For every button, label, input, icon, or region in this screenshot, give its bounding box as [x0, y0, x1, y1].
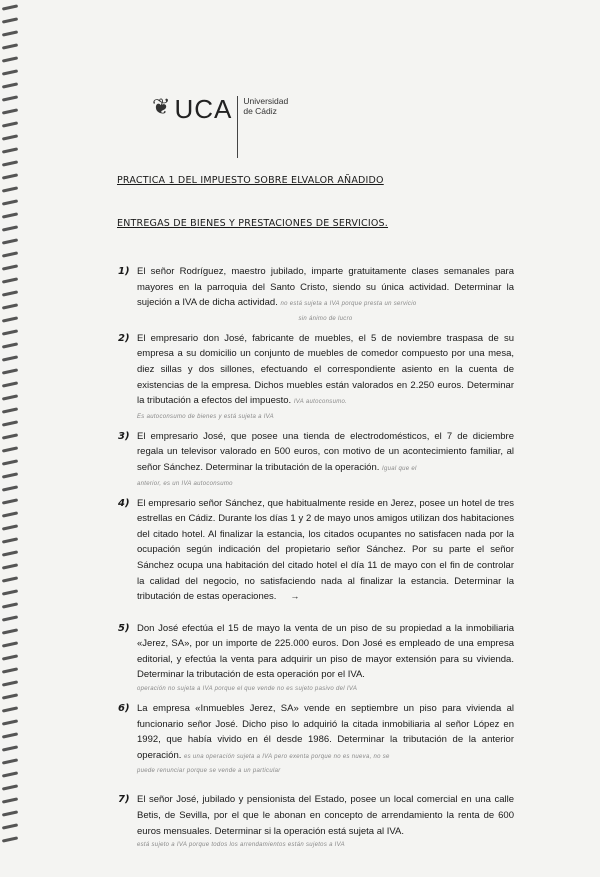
- spiral-ring: [2, 758, 18, 764]
- exercise-5: [118, 621, 514, 694]
- handwritten-note: IVA autoconsumo.: [293, 399, 348, 406]
- spiral-ring: [2, 121, 18, 127]
- exercise-text: El señor José, jubilado y pensionista del Estado, posee un local comercial en una calle Betis, de Sevilla, por el que le abonan en concepto de arrendamiento la renta de 600 euros mensuales. Determinar si la operación está sujeta al IVA.: [137, 794, 514, 837]
- exercise-text: El empresario señor Sánchez, que habitualmente reside en Jerez, posee un hotel de tres estrellas en Cádiz. Durante los días 1 y 2 de mayo unos amigos utilizan dos habitaciones del citado hotel. Al finalizar la estancia, los citados ocupantes no satisfacen nada por la ocupación según indicación del propietario señor Sánchez. Por su parte el señor Sánchez ocupa una habitación del citado hotel el día 11 de mayo con el fin de controlar la calidad del negocio, no satisfaciendo nada al finalizar la estancia. Determinar la tributación de estas operaciones.: [137, 497, 514, 603]
- spiral-ring: [2, 784, 18, 790]
- spiral-ring: [2, 524, 18, 530]
- spiral-ring: [2, 498, 18, 504]
- exercise-text: Don José efectúa el 15 de mayo la venta de un piso de su propiedad a la inmobiliaria «Jerez, SA», por un importe de 225.000 euros. Don José es empleado de una empresa editorial, y efectúa la venta para adquirir un piso de mayor extensión para su vivienda. Determinar la tributación de esta operación por el IVA.: [137, 622, 514, 681]
- spiral-ring: [2, 654, 18, 660]
- spiral-ring: [2, 537, 18, 543]
- spiral-ring: [2, 407, 18, 413]
- exercise-number: 1): [118, 266, 130, 277]
- spiral-ring: [2, 30, 18, 36]
- exercise-list: [118, 264, 514, 877]
- spiral-ring: [2, 628, 18, 634]
- spiral-ring: [2, 706, 18, 712]
- exercise-text: La empresa «Inmuebles Jerez, SA» vende en septiembre un piso para vivienda al funcionario señor José. Dicho piso lo adquirió la citada inmobiliaria al señor López en 1992, que había vivido en él desde 1986. Determinar la tributación de la anterior operación.: [137, 703, 514, 761]
- spiral-ring: [2, 355, 18, 361]
- spiral-ring: [2, 745, 18, 751]
- page-title: PRACTICA 1 DEL IMPUESTO SOBRE ELVALOR AÑADIDO: [117, 175, 384, 186]
- spiral-ring: [2, 17, 18, 23]
- logo-divider: [237, 96, 238, 158]
- spiral-ring: [2, 225, 18, 231]
- spiral-ring: [2, 589, 18, 595]
- spiral-ring: [2, 368, 18, 374]
- university-logo: [152, 96, 288, 158]
- spiral-ring: [2, 563, 18, 569]
- spiral-binding: [0, 0, 22, 848]
- spiral-ring: [2, 550, 18, 556]
- spiral-ring: [2, 771, 18, 777]
- handwritten-note: está sujeto a IVA porque todos los arrendamientos están sujetos a IVA: [137, 842, 345, 849]
- exercise-text: El señor Rodríguez, maestro jubilado, imparte gratuitamente clases semanales para mayores en la parroquia del Santo Cristo, siendo su única actividad. Determinar la sujeción a IVA de dicha actividad.: [137, 266, 514, 309]
- arrow-icon: →: [290, 591, 300, 602]
- logo-text: [243, 96, 288, 116]
- exercise-1: [118, 264, 514, 324]
- handwritten-note: es una operación sujeta a IVA pero exenta porque no es nueva, no se: [184, 753, 390, 760]
- handwritten-note: Igual que el: [382, 465, 417, 472]
- spiral-ring: [2, 56, 18, 62]
- spiral-ring: [2, 342, 18, 348]
- spiral-ring: [2, 472, 18, 478]
- spiral-ring: [2, 134, 18, 140]
- spiral-ring: [2, 667, 18, 673]
- logo-mark: UCA: [174, 94, 233, 124]
- spiral-ring: [2, 680, 18, 686]
- spiral-ring: [2, 485, 18, 491]
- spiral-ring: [2, 316, 18, 322]
- spiral-ring: [2, 381, 18, 387]
- spiral-ring: [2, 108, 18, 114]
- page-subtitle: ENTREGAS DE BIENES Y PRESTACIONES DE SERVICIOS.: [117, 218, 389, 229]
- spiral-ring: [2, 810, 18, 816]
- spiral-ring: [2, 277, 18, 283]
- spiral-ring: [2, 576, 18, 582]
- spiral-ring: [2, 511, 18, 517]
- spiral-ring: [2, 212, 18, 218]
- spiral-ring: [2, 264, 18, 270]
- spiral-ring: [2, 4, 18, 10]
- exercise-number: 7): [118, 794, 130, 806]
- logo-emblem-icon: ❦: [152, 95, 171, 120]
- spiral-ring: [2, 251, 18, 257]
- exercise-number: 3): [118, 430, 130, 442]
- spiral-ring: [2, 173, 18, 179]
- handwritten-note: operación no sujeta a IVA porque el que vende no es sujeto pasivo del IVA: [137, 686, 358, 693]
- spiral-ring: [2, 615, 18, 621]
- exercise-4: [118, 496, 514, 605]
- spiral-ring: [2, 446, 18, 452]
- spiral-ring: [2, 693, 18, 699]
- exercise-number: 2): [118, 332, 130, 344]
- spiral-ring: [2, 433, 18, 439]
- exercise-6: [118, 701, 514, 776]
- spiral-ring: [2, 602, 18, 608]
- spiral-ring: [2, 797, 18, 803]
- spiral-ring: [2, 160, 18, 166]
- exercise-text: El empresario don José, fabricante de muebles, el 5 de noviembre traspasa de su empresa a su domicilio un conjunto de muebles de comedor compuesto por una mesa, diez sillas y dos sillones, efectuando el correspondiente asiento en la cuenta de existencias de la empresa. Dichos muebles están valorados en 2.250 euros. Determinar la tributación a efectos del impuesto.: [137, 332, 514, 407]
- spiral-ring: [2, 719, 18, 725]
- handwritten-note: Es autoconsumo de bienes y está sujeta a IVA: [137, 413, 274, 420]
- spiral-ring: [2, 238, 18, 244]
- exercise-3: [118, 429, 514, 489]
- spiral-ring: [2, 43, 18, 49]
- logo-line1: Universidad: [243, 96, 289, 106]
- exercise-number: 5): [118, 622, 130, 634]
- spiral-ring: [2, 290, 18, 296]
- spiral-ring: [2, 95, 18, 101]
- exercise-number: 4): [118, 497, 130, 509]
- exercise-2: [118, 331, 514, 422]
- handwritten-note: no está sujeta a IVA porque presta un servicio: [280, 301, 417, 308]
- handwritten-note: sin ánimo de lucro: [298, 315, 353, 322]
- spiral-ring: [2, 82, 18, 88]
- spiral-ring: [2, 303, 18, 309]
- spiral-ring: [2, 823, 18, 829]
- spiral-ring: [2, 394, 18, 400]
- spiral-ring: [2, 420, 18, 426]
- logo-line2: de Cádiz: [243, 106, 277, 116]
- spiral-ring: [2, 329, 18, 335]
- spiral-ring: [2, 836, 18, 842]
- spiral-ring: [2, 186, 18, 192]
- spiral-ring: [2, 199, 18, 205]
- spiral-ring: [2, 641, 18, 647]
- spiral-ring: [2, 459, 18, 465]
- spiral-ring: [2, 69, 18, 75]
- exercise-text: El empresario José, que posee una tienda de electrodomésticos, el 7 de diciembre regala un televisor valorado en 500 euros, con motivo de un acontecimiento familiar, al señor Sánchez. Determinar la tributación de la operación.: [137, 430, 514, 473]
- spiral-ring: [2, 147, 18, 153]
- handwritten-note: anterior, es un IVA autoconsumo: [137, 480, 233, 487]
- handwritten-note: puede renunciar porque se vende a un particular: [137, 768, 281, 775]
- exercise-7: [118, 792, 514, 850]
- spiral-ring: [2, 732, 18, 738]
- exercise-number: 6): [118, 703, 130, 715]
